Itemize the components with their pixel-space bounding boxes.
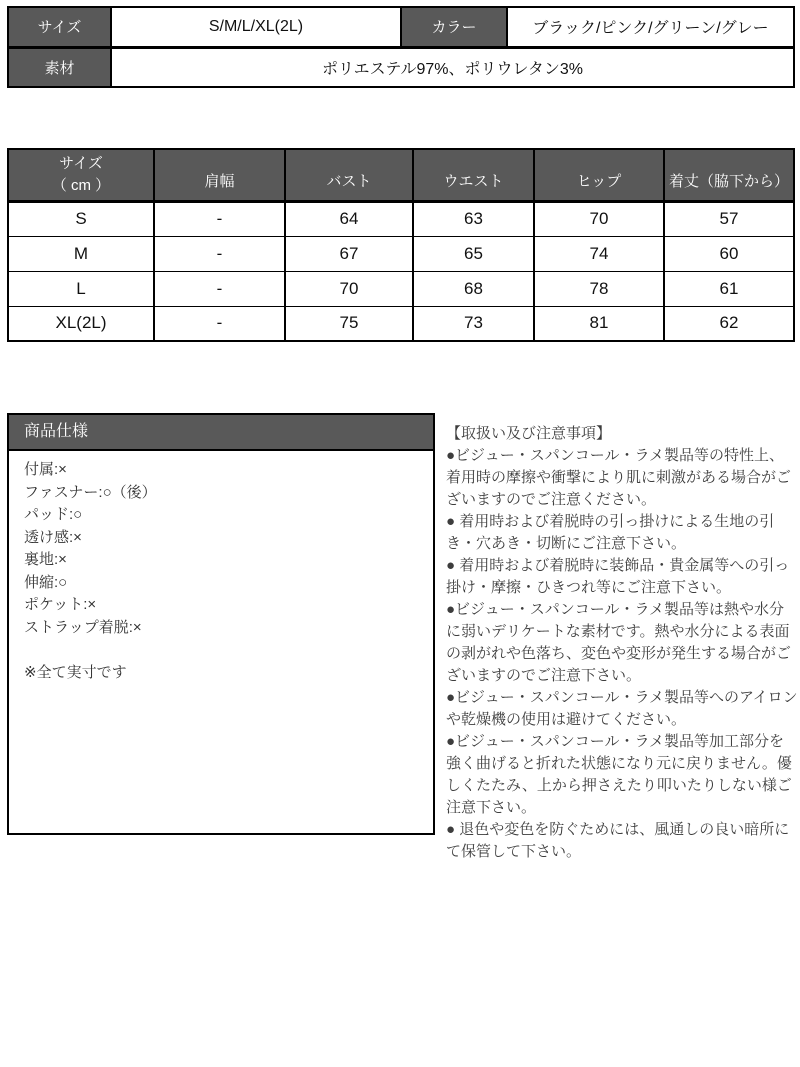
size-label: サイズ — [8, 7, 111, 47]
measurement-cell: 78 — [534, 271, 664, 306]
color-label: カラー — [401, 7, 507, 47]
header-size-line1: サイズ — [59, 154, 103, 172]
header-size-cm — [8, 149, 154, 201]
measurement-cell: 70 — [534, 201, 664, 236]
spec-item-pocket: ポケット:× — [24, 596, 97, 613]
measurement-cell: - — [154, 201, 285, 236]
spec-item-strap: ストラップ着脱:× — [24, 618, 142, 636]
care-note-item: ● 着用時および着脱時に装飾品・貴金属等への引っ掛け・摩擦・ひきつれ等にご注意下さい。 — [446, 557, 790, 596]
measurement-cell: 68 — [413, 271, 534, 306]
spec-item-accessories: 付属:× — [24, 461, 67, 478]
measurement-cell: 65 — [413, 236, 534, 271]
measurement-cell: - — [154, 236, 285, 271]
care-note-item: ● 着用時および着脱時の引っ掛けによる生地の引き・穴あき・切断にご注意下さい。 — [446, 513, 775, 552]
size-chart-table — [7, 148, 795, 342]
size-value: S/M/L/XL(2L) — [111, 7, 401, 47]
measurement-cell: - — [154, 306, 285, 341]
care-note-item: ●ビジュー・スパンコール・ラメ製品等へのアイロンや乾燥機の使用は避けてください。 — [446, 689, 798, 728]
spec-item-sheerness: 透け感:× — [24, 528, 82, 546]
table-row — [8, 201, 794, 236]
header-waist: ウエスト — [413, 149, 534, 201]
material-label: 素材 — [8, 47, 111, 87]
care-note-item: ●ビジュー・スパンコール・ラメ製品等の特性上、着用時の摩擦や衝撃により肌に刺激がある場合がございますのでご注意ください。 — [446, 447, 792, 508]
measurement-cell: 63 — [413, 201, 534, 236]
header-shoulder-width: 肩幅 — [154, 149, 285, 201]
measurement-cell: 64 — [285, 201, 413, 236]
size-cell: L — [8, 271, 154, 306]
measurement-cell: 57 — [664, 201, 794, 236]
product-spec-body — [9, 451, 433, 693]
header-length: 着丈（脇下から） — [664, 149, 794, 201]
table-row — [8, 306, 794, 341]
spec-item-pad: パッド:○ — [24, 506, 83, 523]
care-note-item: ● 退色や変色を防ぐためには、風通しの良い暗所にて保管して下さい。 — [446, 821, 790, 860]
measurement-cell: 81 — [534, 306, 664, 341]
measurement-cell: 70 — [285, 271, 413, 306]
product-spec-title: 商品仕様 — [9, 415, 433, 451]
care-note-item: ●ビジュー・スパンコール・ラメ製品等は熱や水分に弱いデリケートな素材です。熱や水分による表面の剥がれや色落ち、変色や変形が発生する場合がございますのでご注意下さい。 — [446, 601, 792, 684]
care-notes-title: 【取扱い及び注意事項】 — [446, 425, 612, 442]
header-bust: バスト — [285, 149, 413, 201]
table-row — [8, 7, 794, 47]
table-row — [8, 271, 794, 306]
table-row — [8, 236, 794, 271]
size-cell: S — [8, 201, 154, 236]
measurement-cell: - — [154, 271, 285, 306]
color-value: ブラック/ピンク/グリーン/グレー — [507, 7, 794, 47]
spec-note: ※全て実寸です — [24, 664, 127, 681]
measurement-cell: 74 — [534, 236, 664, 271]
product-spec-box — [7, 413, 435, 835]
care-note-item: ●ビジュー・スパンコール・ラメ製品等加工部分を強く曲げると折れた状態になり元に戻りません。優しくたたみ、上から押さえたり叩いたりしない様ご注意下さい。 — [446, 733, 792, 816]
measurement-cell: 75 — [285, 306, 413, 341]
spec-item-lining: 裏地:× — [24, 551, 67, 568]
size-cell: XL(2L) — [8, 306, 154, 341]
measurement-cell: 61 — [664, 271, 794, 306]
header-size-line2: （ cm ） — [51, 176, 111, 194]
measurement-cell: 73 — [413, 306, 534, 341]
spec-item-fastener: ファスナー:○（後） — [24, 483, 157, 501]
table-row — [8, 47, 794, 87]
measurement-cell: 60 — [664, 236, 794, 271]
table-header-row — [8, 149, 794, 201]
measurement-cell: 67 — [285, 236, 413, 271]
care-notes-section — [446, 423, 798, 863]
spec-item-stretch: 伸縮:○ — [24, 573, 68, 591]
material-value: ポリエステル97%、ポリウレタン3% — [111, 47, 794, 87]
product-info-table — [7, 6, 795, 88]
measurement-cell: 62 — [664, 306, 794, 341]
size-cell: M — [8, 236, 154, 271]
header-hip: ヒップ — [534, 149, 664, 201]
